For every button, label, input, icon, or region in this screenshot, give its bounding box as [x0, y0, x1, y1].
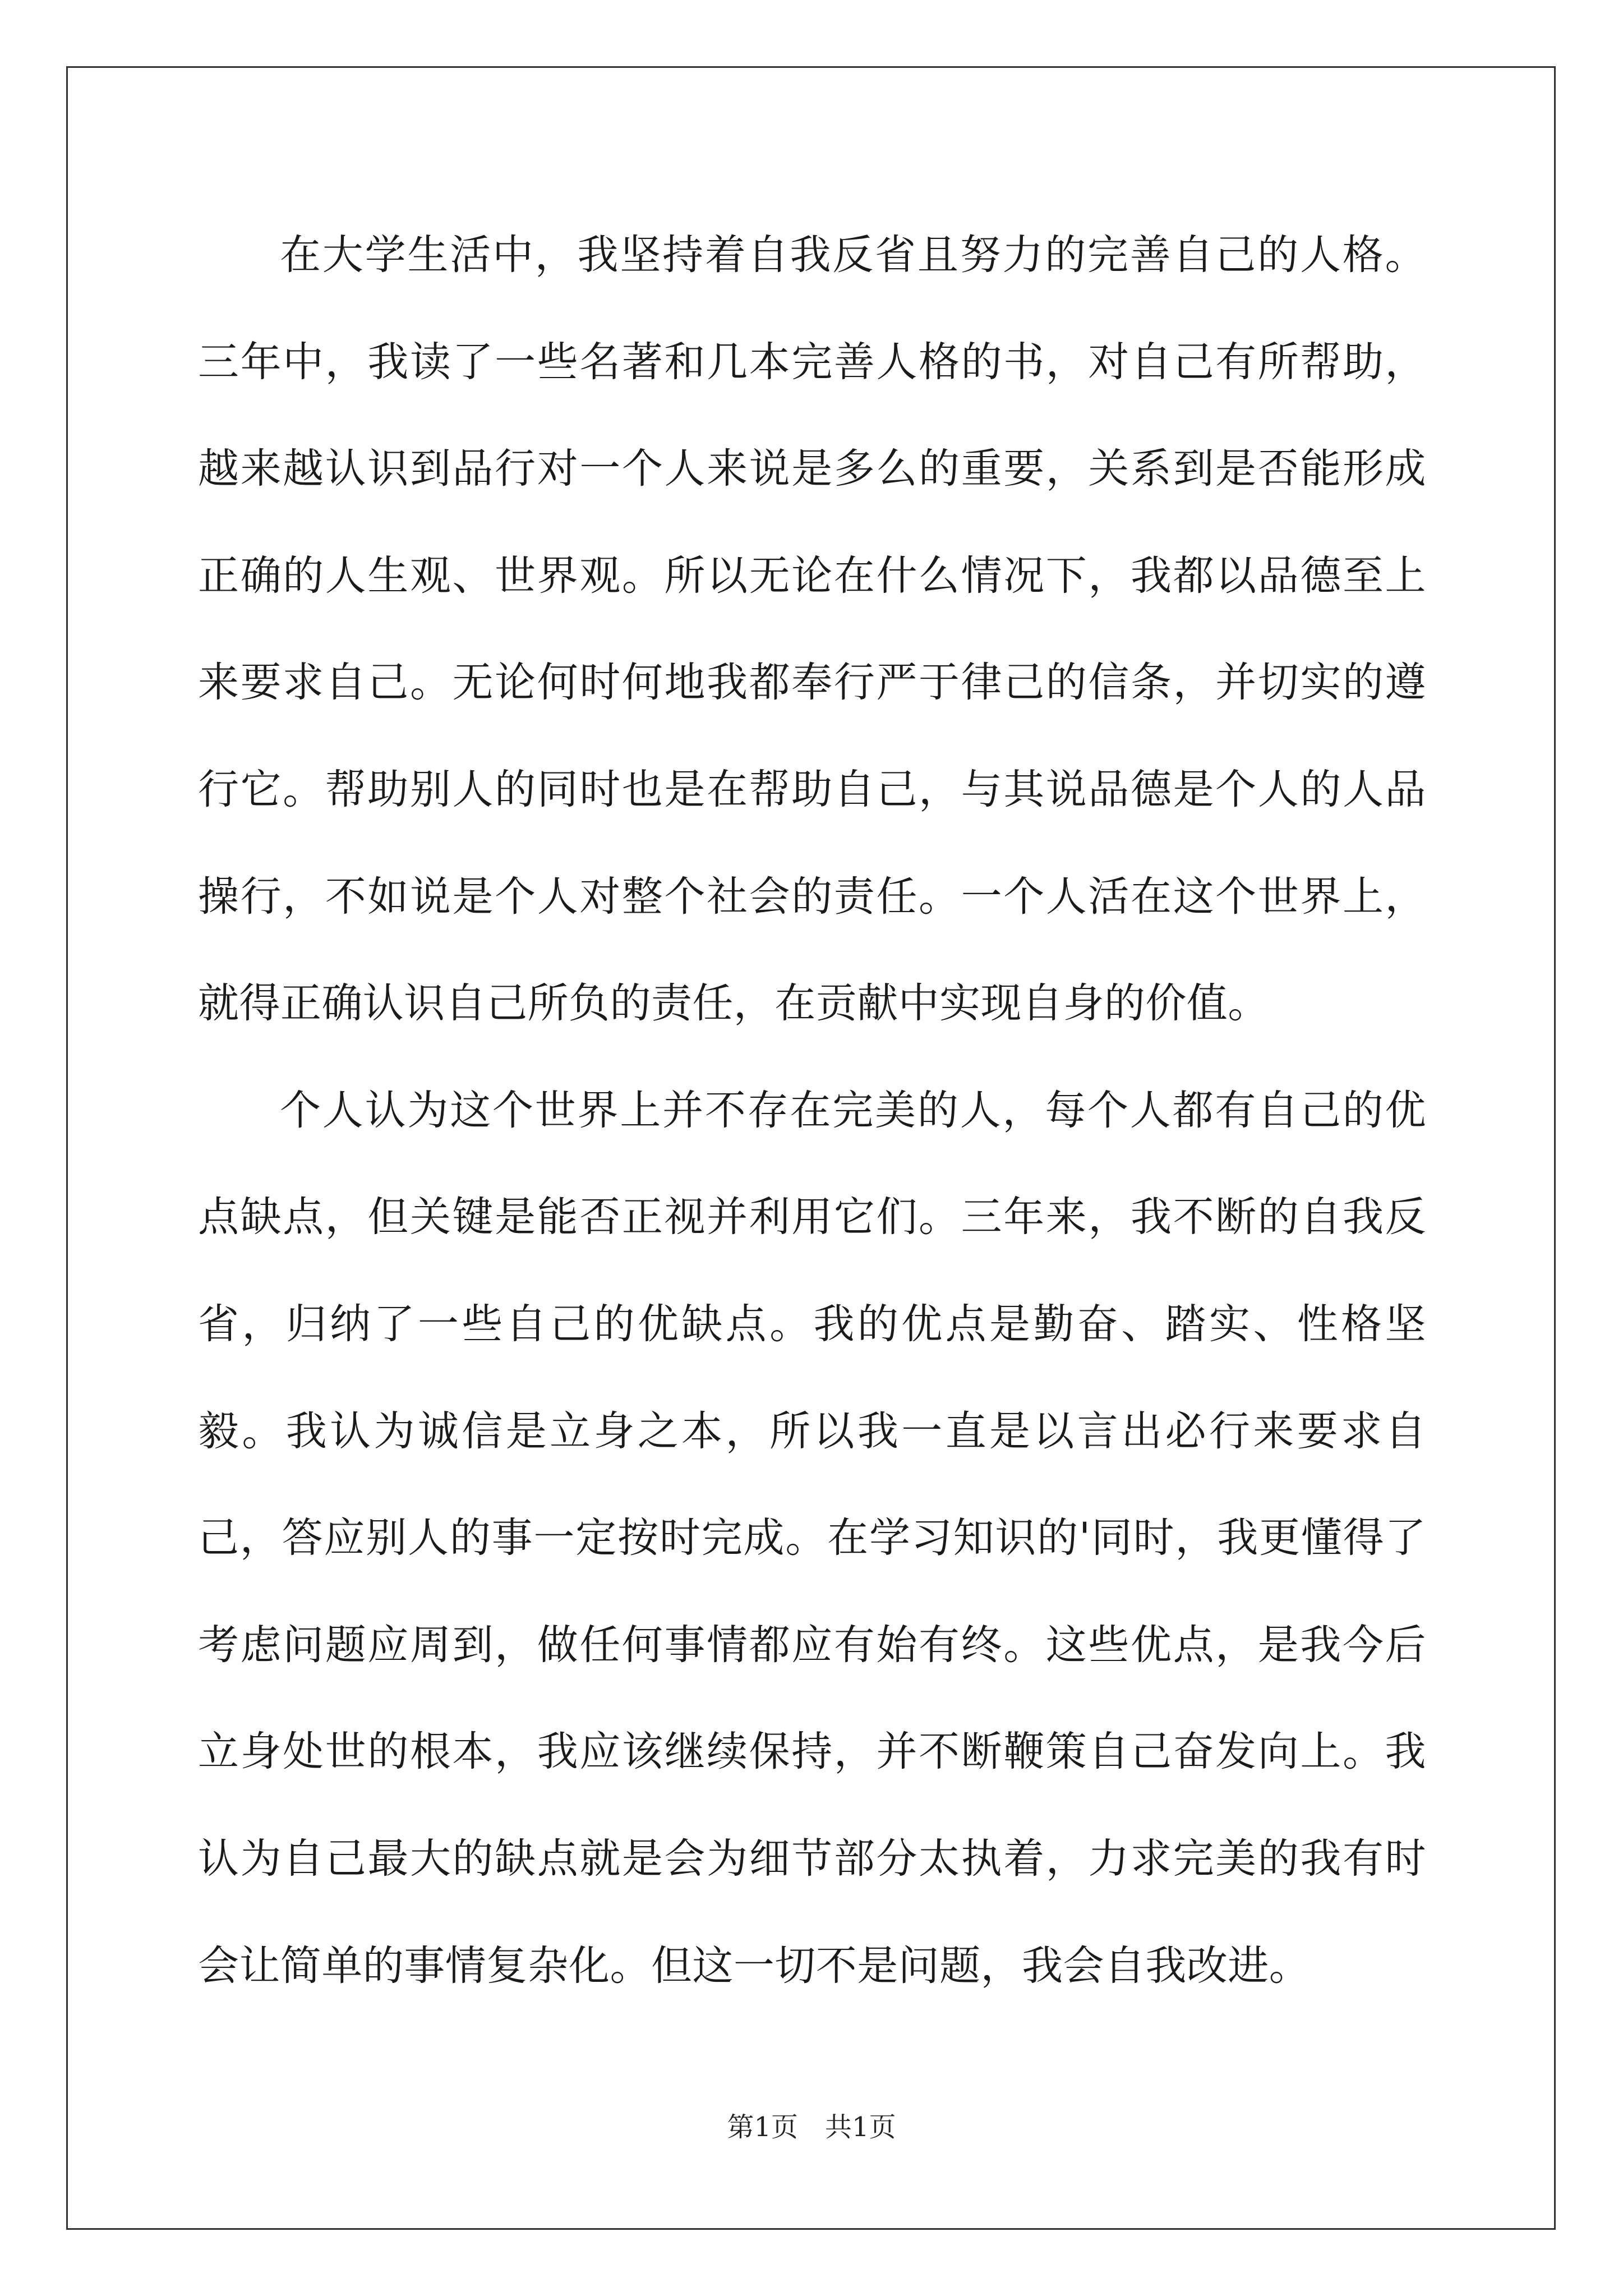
page-footer — [0, 2110, 1623, 2144]
page-number: 第1页 — [727, 2111, 798, 2143]
page-total: 共1页 — [825, 2111, 896, 2143]
document-body — [198, 202, 1426, 2019]
paragraph-1: 在大学生活中，我坚持着自我反省且努力的完善自己的人格。三年中，我读了一些名著和几本完善人格的书，对自己有所帮助，越来越认识到品行对一个人来说是多么的重要，关系到是否能形成正确的人生观、世界观。所以无论在什么情况下，我都以品德至上来要求自己。无论何时何地我都奉行严于律己的信条，并切实的遵行它。帮助别人的同时也是在帮助自己，与其说品德是个人的人品操行，不如说是个人对整个社会的责任。一个人活在这个世界上，就得正确认识自己所负的责任，在贡献中实现自身的价值。 — [198, 231, 1426, 1028]
paragraph-2: 个人认为这个世界上并不存在完美的人，每个人都有自己的优点缺点，但关键是能否正视并利用它们。三年来，我不断的自我反省，归纳了一些自己的优缺点。我的优点是勤奋、踏实、性格坚毅。我认为诚信是立身之本，所以我一直是以言出必行来要求自己，答应别人的事一定按时完成。在学习知识的'同时，我更懂得了考虑问题应周到，做任何事情都应有始有终。这些优点，是我今后立身处世的根本，我应该继续保持，并不断鞭策自己奋发向上。我认为自己最大的缺点就是会为细节部分太执着，力求完美的我有时会让简单的事情复杂化。但这一切不是问题，我会自我改进。 — [198, 1086, 1426, 1990]
